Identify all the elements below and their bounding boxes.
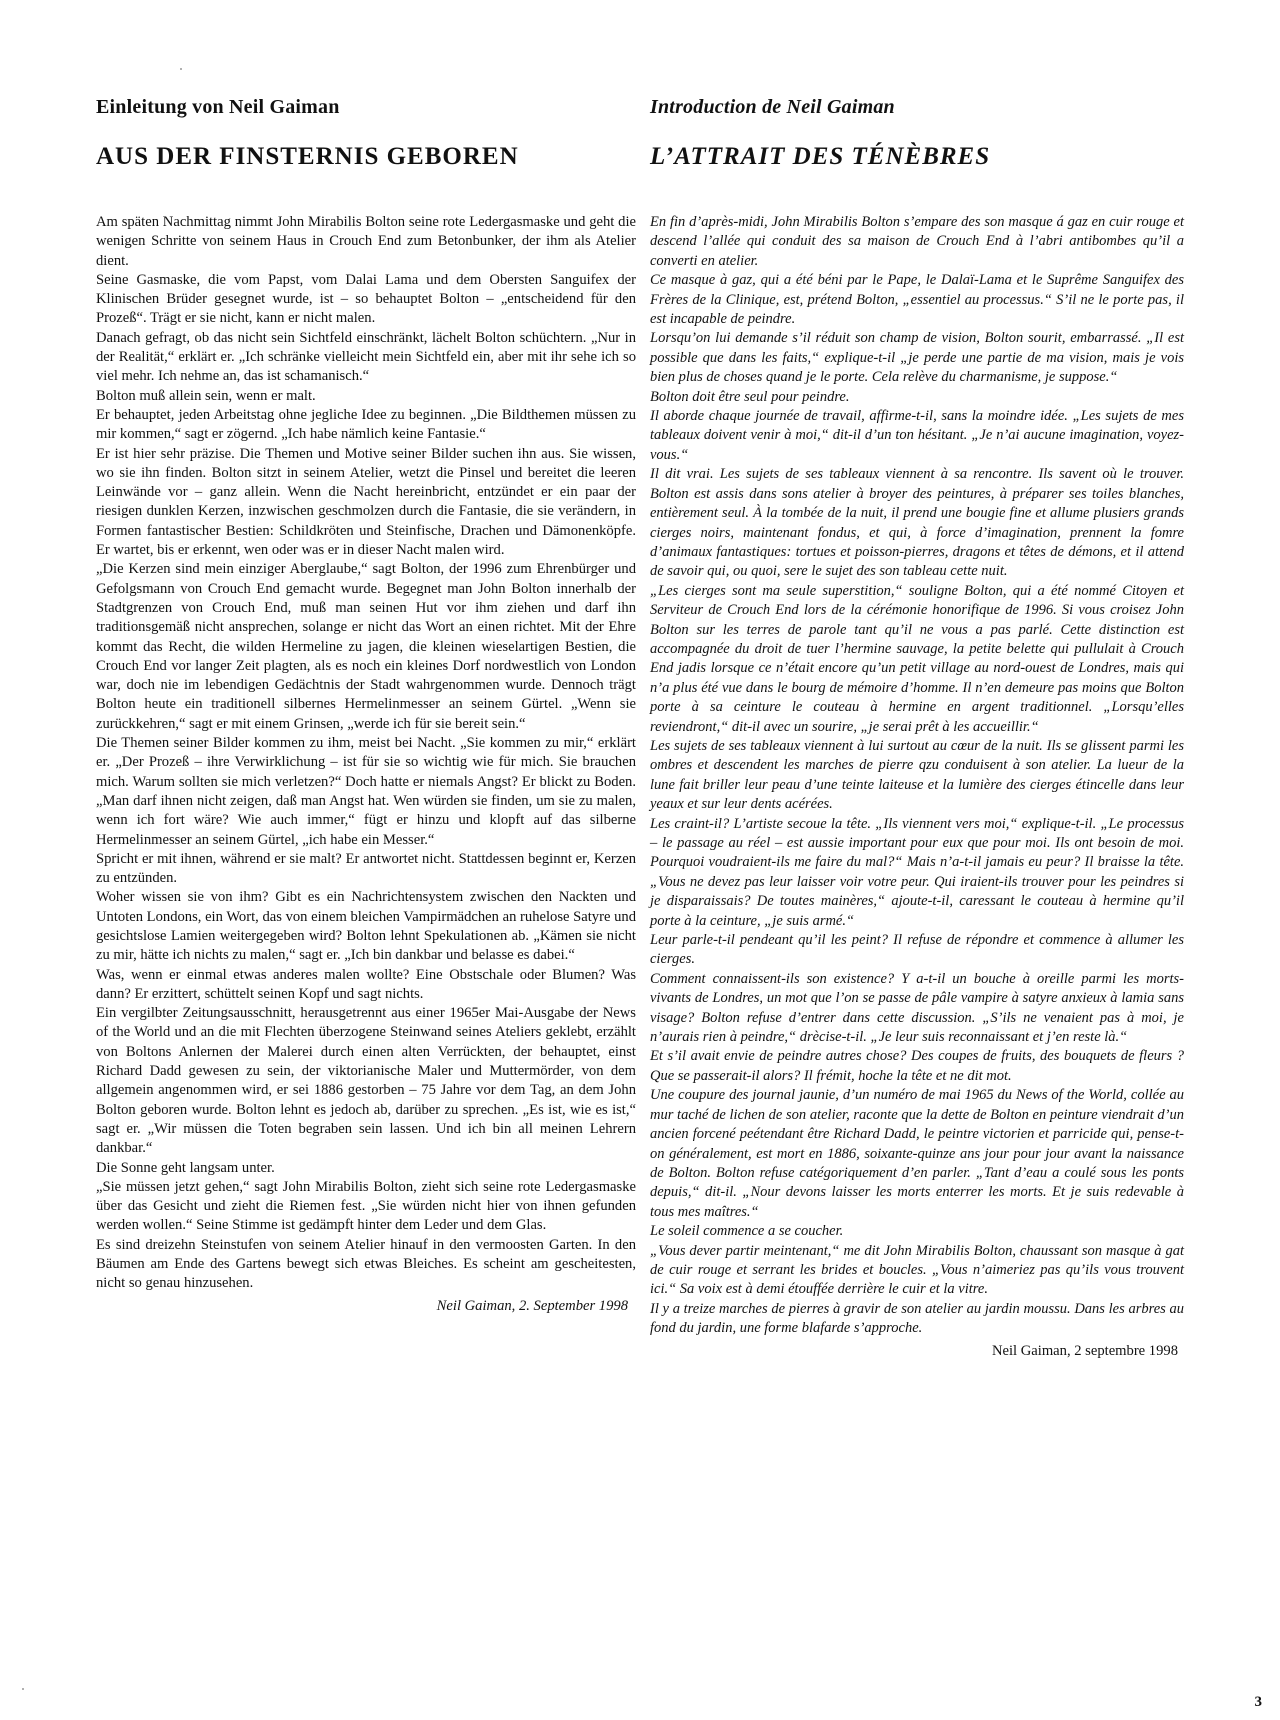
german-signature: Neil Gaiman, 2. September 1998	[436, 1297, 628, 1314]
german-author-heading: Einleitung von Neil Gaiman	[96, 96, 340, 118]
german-column	[96, 96, 636, 1316]
french-column	[650, 96, 1184, 1361]
french-paragraph: En fin d’après-midi, John Mirabilis Bolton s’empare des son masque á gaz en cuir rouge et descend l’allée qui conduit des sa maison de Crouch End à l’abri antibombes qu’il a converti en atelier.	[650, 214, 1184, 269]
german-paragraph: „Sie müssen jetzt gehen,“ sagt John Mirabilis Bolton, zieht sich seine rote Ledergasmaske über das Gesicht und zieht die Riemen fest. „Sie würden nicht hier von ihnen gefunden werden wollen.“ Seine Stimme ist gedämpft hinter dem Leder und dem Glas.	[96, 1178, 636, 1234]
french-paragraph: „Les cierges sont ma seule superstition,“ souligne Bolton, qui a été nommé Citoyen et Serviteur de Crouch End lors de la cérémonie honorifique de 1996. Si vous croisez John Bolton sur les terres de parole tant qu’il ne vous a pas parlé. Cette distinction est accompagnée du droit de tuer l’hermine sauvage, la petite belette qui pullulait à Crouch End jadis lorsque ce n’était encore qu’un petit village au nord-ouest de Londres, mais qui n’a plus été vue dans le bourg de mémoire d’homme. Il n’en demeure pas moins que Bolton porte à sa ceinture le couteau à hermine en argent traditionnel. „Lorsqu’elles reviendront,“ dit-il avec un sourire, „je serai prêt à les accueillir.“	[650, 582, 1184, 735]
french-paragraph: Comment connaissent-ils son existence? Y a-t-il un bouche à oreille parmi les morts-vivants de Londres, un mot que l’on se passe de pâle vampire à satyre anxieux à lamia sans visage? Bolton refuse d’entrer dans cette discussion. „S’ils ne venaient pas à moi, je n’aurais rien à peindre,“ drècise-t-il. „Je leur suis reconnaissant et j’en reste là.“	[650, 970, 1184, 1046]
french-title: L’ATTRAIT DES TÉNÈBRES	[650, 143, 991, 170]
french-paragraph: „Vous dever partir meintenant,“ me dit John Mirabilis Bolton, chaussant son masque à gat de cuir rouge et serrant les brides et boucles. „Vous n’aimeriez pas qu’ils vous trouvent ici.“ Sa voix est à demi étouffée derrière le cuir et la vitre.	[650, 1242, 1184, 1298]
german-paragraph: Es sind dreizehn Steinstufen von seinem Atelier hinauf in den vermoosten Garten. In den Bäumen am Ende des Gartens bewegt sich etwas Bleiches. Es scheint am gescheitesten, nicht so genau hinzusehen.	[96, 1236, 636, 1292]
german-paragraph: Ein vergilbter Zeitungsausschnitt, herausgetrennt aus einer 1965er Mai-Ausgabe der News of the World und an die mit Flechten überzogene Steinwand seines Ateliers geklebt, erzählt von Boltons Anlernen der Malerei durch einen alten Verrückten, der behauptet, einst Richard Dadd gewesen zu sein, der viktorianische Maler und Muttermörder, von dem allgemein angenommen wird, er sei 1886 gestorben – 75 Jahre vor dem Tag, an dem John Bolton geboren wurde. Bolton lehnt es jedoch ab, darüber zu sprechen. „Es ist, wie es ist,“ sagt er. „Wir müssen die Toten begraben sein lassen. Und ich bin all meinen Lehrern dankbar.“	[96, 1005, 636, 1157]
scan-speck	[180, 68, 182, 70]
french-paragraph: Bolton doit être seul pour peindre.	[650, 388, 850, 405]
german-paragraph: Spricht er mit ihnen, während er sie malt? Er antwortet nicht. Stattdessen beginnt er, Kerzen zu entzünden.	[96, 850, 636, 887]
german-body	[96, 213, 636, 1294]
german-paragraph: Am späten Nachmittag nimmt John Mirabilis Bolton seine rote Ledergasmaske und geht die wenigen Schritte von seinem Haus in Crouch End zum Betonbunker, der ihm als Atelier dient.	[96, 214, 636, 269]
german-paragraph: Bolton muß allein sein, wenn er malt.	[96, 387, 316, 404]
german-paragraph: Seine Gasmaske, die vom Papst, vom Dalai Lama und dem Obersten Sanguifex der Klinischen Brüder gesegnet wurde, ist – so behauptet Bolton – „entscheidend für den Prozeß“. Trägt er sie nicht, kann er nicht malen.	[96, 271, 636, 327]
scan-speck	[22, 1688, 24, 1690]
german-paragraph: Er ist hier sehr präzise. Die Themen und Motive seiner Bilder suchen ihn aus. Sie wissen, wo sie ihn finden. Bolton sitzt in seinem Atelier, wetzt die Pinsel und bereitet die leeren Leinwände vor – ganz allein. Wenn die Nacht hereinbricht, entzündet er ein paar der riesigen dunklen Kerzen, inzwischen geschmolzen durch die Fantasie, die sie verändern, in Formen fantastischer Bestien: Schildkröten und Steinfische, Drachen und Dämonenköpfe. Er wartet, bis er erkennt, wen oder was er in dieser Nacht malen wird.	[96, 445, 636, 559]
german-paragraph: Danach gefragt, ob das nicht sein Sichtfeld einschränkt, lächelt Bolton schüchtern. „Nur in der Realität,“ erklärt er. „Ich schränke vielleicht mein Sichtfeld ein, aber mit ihr sehe ich so viel mehr. Ich nehme an, das ist schamanisch.“	[96, 329, 636, 385]
french-signature: Neil Gaiman, 2 septembre 1998	[991, 1342, 1178, 1359]
french-paragraph: Il aborde chaque journée de travail, affirme-t-il, sans la moindre idée. „Les sujets de mes tableaux doivent venir à moi,“ dit-il d’un ton hésitant. „Je n’ai aucune imagination, voyez-vous.“	[650, 408, 1184, 463]
french-paragraph: Il y a treize marches de pierres à gravir de son atelier au jardin moussu. Dans les arbres au fond du jardin, une forme blafarde s’approche.	[650, 1300, 1184, 1337]
german-title: AUS DER FINSTERNIS GEBOREN	[96, 143, 519, 170]
french-paragraph: Le soleil commence a se coucher.	[650, 1223, 844, 1240]
german-paragraph: Was, wenn er einmal etwas anderes malen wollte? Eine Obstschale oder Blumen? Was dann? Er erzittert, schüttelt seinen Kopf und sagt nichts.	[96, 966, 636, 1002]
french-paragraph: Les sujets de ses tableaux viennent à lui surtout au cœur de la nuit. Ils se glissent parmi les ombres et descendent les marches de pierre qzu conduisent à son atelier. La lueur de la lune fait briller leur peau d’une teinte laiteuse et la lumière des cierges étincelle dans leur yeaux et sur leur dents acérées.	[650, 737, 1184, 813]
page-number: 3	[1254, 1694, 1262, 1710]
german-paragraph: Die Sonne geht langsam unter.	[96, 1159, 275, 1176]
french-paragraph: Les craint-il? L’artiste secoue la tête. „Ils viennent vers moi,“ explique-t-il. „Le processus – le passage au réel – est aussie important pour eux que pour moi. Ils ont besoin de moi. Pourquoi voudraient-ils me faire du mal?“ Mais n’a-t-il jamais eu peur? Il braisse la tête. „Vous ne devez pas leur laisser voir votre peur. Qui iraient-ils trouver pour les peindres si je disparaissais? De toutes mainères,“ ajoute-t-il, caressant le couteau à hermine qu’il porte à la ceinture, „je suis armé.“	[650, 815, 1184, 929]
french-author-heading: Introduction de Neil Gaiman	[650, 96, 895, 118]
german-paragraph: Die Themen seiner Bilder kommen zu ihm, meist bei Nacht. „Sie kommen zu mir,“ erklärt er. „Der Prozeß – ihre Verwirklichung – ist für sie so wichtig wie für mich. Sie brauchen mich. Warum sollten sie mich verletzen?“ Doch hatte er niemals Angst? Er blickt zu Boden. „Man darf ihnen nicht zeigen, daß man Angst hat. Wen würden sie finden, um sie zu malen, wenn ich fort wäre? Wie auch immer,“ fügt er hinzu und klopft auf das silberne Hermelinmesser an seinem Gürtel, „ich habe ein Messer.“	[96, 735, 636, 848]
french-paragraph: Une coupure des journal jaunie, d’un numéro de mai 1965 du News of the World, collée au mur taché de lichen de son atelier, raconte que la dette de Bolton en peinture viendrait d’un ancien forcené peétendant être Richard Dadd, le peintre victorien et parricide qui, pense-t-on généralement, est mort en 1886, soixante-quinze ans jour pour jour avant la naissance de Bolton. Bolton refuse catégoriquement d’en parler. „Tant d’eau a coulé sous les ponts depuis,“ dit-il. „Nour devons laisser les morts enterrer les morts. Et je suis redevable à tous mes maîtres.“	[650, 1087, 1184, 1220]
french-paragraph: Et s’il avait envie de peindre autres chose? Des coupes de fruits, des bouquets de fleurs ? Que se passerait-il alors? Il frémit, hoche la tête et ne dit mot.	[650, 1048, 1184, 1084]
french-paragraph: Ce masque à gaz, qui a été béni par le Pape, le Dalaï-Lama et le Suprême Sanguifex des Frères de la Clinique, est, prétend Bolton, „essentiel au processus.“ S’il ne le porte pas, il est incapable de peindre.	[650, 272, 1184, 328]
french-paragraph: Leur parle-t-il pendeant qu’il les peint? Il refuse de répondre et commence à allumer les cierges.	[650, 932, 1184, 968]
french-paragraph: Lorsqu’on lui demande s’il réduit son champ de vision, Bolton sourit, embarrassé. „Il est possible que dans les faits,“ explique-t-il „je perde une partie de ma vision, mais je vois bien plus de choses quand je le porte. Cela relève du charmanisme, je suppose.“	[650, 330, 1184, 386]
french-body	[650, 213, 1184, 1339]
french-paragraph: Il dit vrai. Les sujets de ses tableaux viennent à sa rencontre. Ils savent où le trouver. Bolton est assis dans sons atelier à broyer des peintures, à préparer ses toiles blanches, entièrement seul. À la tombée de la nuit, il prend une bougie fine et allume plusiers grands cierges noirs, maintenant fondus, et qui, à force d’imagination, prennent la fomre d’animaux fantastiques: tortues et poisson-pierres, dragons et têtes de démons, et il attend de savoir qui, ou quoi, sere le sujet des son tableau cette nuit.	[650, 466, 1184, 580]
german-paragraph: Woher wissen sie von ihm? Gibt es ein Nachrichtensystem zwischen den Nackten und Untoten Londons, ein Wort, das von einem bleichen Vampirmädchen an ruhelose Satyre und gesichtslose Lamien weitergegeben wird? Bolton lehnt Spekulationen ab. „Kämen sie nicht zu mir, hätte ich nichts zu malen,“ sagt er. „Ich bin dankbar und belasse es dabei.“	[96, 889, 636, 964]
german-paragraph: „Die Kerzen sind mein einziger Aberglaube,“ sagt Bolton, der 1996 zum Ehrenbürger und Gefolgsmann von Crouch End gemacht wurde. Begegnet man John Bolton innerhalb der Stadtgrenzen von Crouch End, muß man seinen Hut vor ihm ziehen und darf ihn traditionsgemäß nicht ansprechen, solange er nicht das Wort an einen richtet. Mit der Ehre kommt das Recht, die wilden Hermeline zu jagen, die kleinen wieselartigen Bestien, die Crouch End vor langer Zeit plagten, als es noch ein kleines Dorf nordwestlich von London war, doch nie im lebendigen Gedächtnis der Stadt wahrgenommen wurde. Dennoch trägt Bolton heute ein traditionell silbernes Hermelinmesser an seinem Gürtel. „Wenn sie zurückkehren,“ sagt er mit einem Grinsen, „werde ich für sie bereit sein.“	[96, 561, 636, 732]
german-paragraph: Er behauptet, jeden Arbeitstag ohne jegliche Idee zu beginnen. „Die Bildthemen müssen zu mir kommen,“ sagt er zögernd. „Ich habe nämlich keine Fantasie.“	[96, 406, 636, 443]
